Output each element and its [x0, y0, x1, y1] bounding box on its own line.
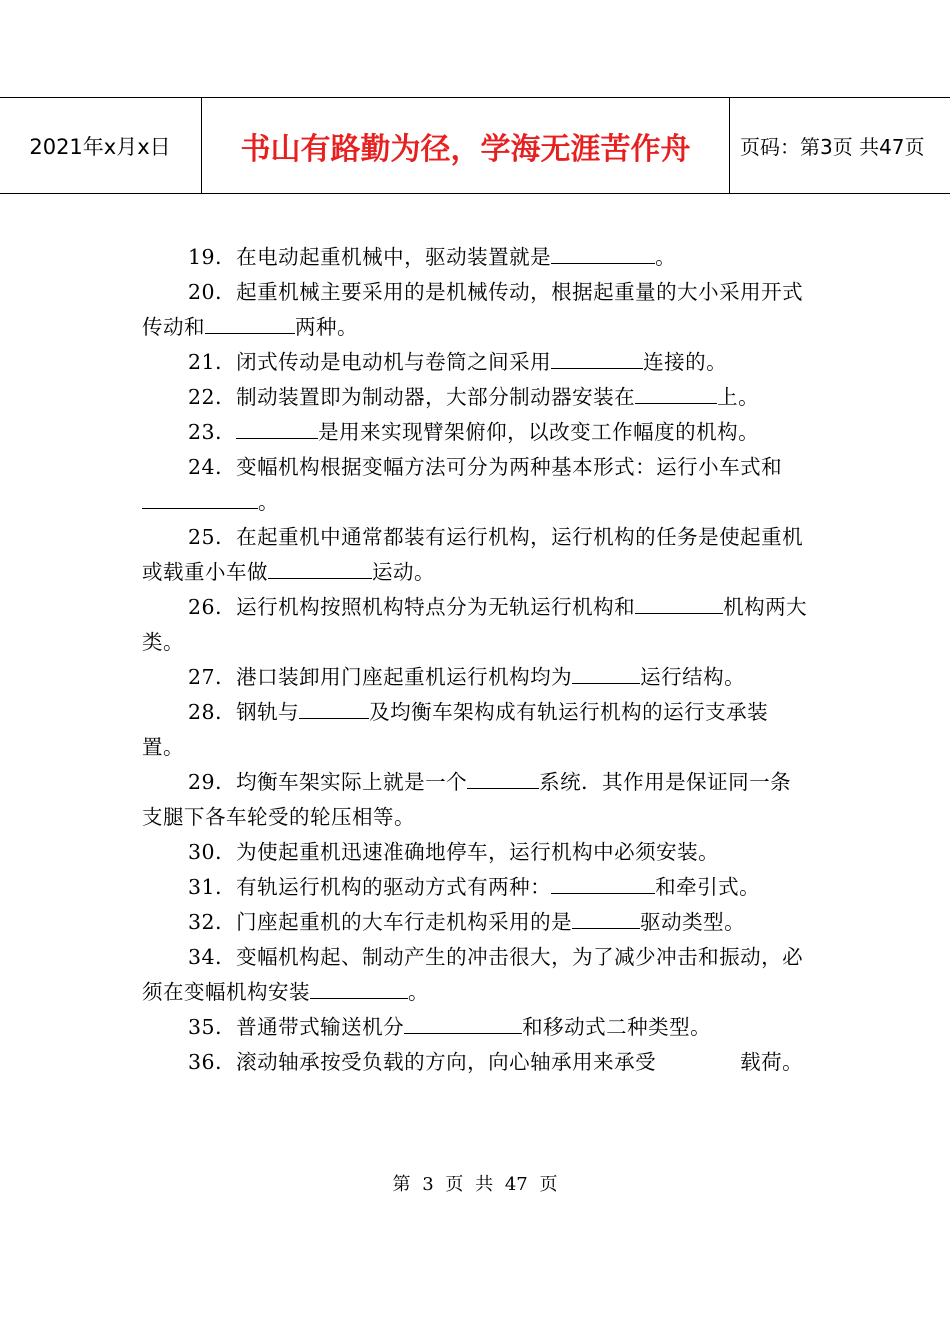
answer-blank: [551, 871, 655, 894]
question-text: 28．钢轨与: [188, 700, 300, 724]
question-text-after: 和牵引式。: [655, 875, 761, 899]
question-text: 26．运行机构按照机构特点分为无轨运行机构和: [188, 595, 636, 619]
page-header: [0, 97, 950, 194]
question-text: 31．有轨运行机构的驱动方式有两种：: [188, 875, 552, 899]
header-page-number: 页码：第3页 共47页: [740, 135, 925, 159]
question-text-after: 连接的。: [643, 350, 728, 374]
question-text-after: 运行结构。: [640, 665, 746, 689]
question-text: 25．在起重机中通常都装有运行机构，运行机构的任务是使起重机或载重小车做: [142, 525, 804, 584]
question-text-after: 。: [408, 980, 429, 1004]
question-item: [142, 1045, 810, 1080]
question-text-after: 和移动式二种类型。: [522, 1015, 712, 1039]
question-item: [142, 520, 810, 590]
question-item: [142, 765, 810, 835]
answer-blank: [310, 976, 408, 999]
question-text-after: 。: [655, 245, 677, 269]
question-item: [142, 380, 810, 415]
question-item: [142, 275, 810, 345]
question-text: 23．: [188, 420, 237, 444]
question-item: [142, 590, 810, 660]
answer-blank: [635, 381, 717, 404]
question-item: [142, 345, 810, 380]
answer-blank: [551, 346, 643, 369]
answer-blank: [572, 661, 640, 684]
question-text: 32．门座起重机的大车行走机构采用的是: [188, 910, 573, 934]
question-item: [142, 695, 810, 765]
question-text-after: 及均衡车架构成有轨运行机构的运行支承装置。: [142, 700, 769, 759]
question-item: [142, 450, 810, 520]
question-item: [142, 940, 810, 1010]
answer-blank: [299, 696, 369, 719]
question-text-after: 上。: [717, 385, 760, 409]
question-text: 34．变幅机构起、制动产生的冲击很大，为了减少冲击和振动，必须在变幅机构安装: [142, 945, 804, 1004]
page-footer: 第 3 页 共 47 页: [392, 1174, 558, 1195]
question-text: 20．起重机械主要采用的是机械传动，根据起重量的大小采用开式传动和: [142, 280, 804, 339]
question-item: [142, 835, 810, 870]
question-text: 27．港口装卸用门座起重机运行机构均为: [188, 665, 573, 689]
answer-blank: [467, 766, 539, 789]
answer-blank: [551, 241, 655, 264]
question-item: [142, 415, 810, 450]
answer-blank: [142, 486, 258, 509]
question-item: [142, 240, 810, 275]
question-text-after: 系统．其作用是保证同一条支腿下各车轮受的轮压相等。: [142, 770, 792, 829]
question-item: [142, 1010, 810, 1045]
header-date: 2021年x月x日: [29, 134, 171, 159]
question-text: 21．闭式传动是电动机与卷筒之间采用: [188, 350, 552, 374]
question-text-after: 驱动类型。: [640, 910, 746, 934]
question-text-after: 是用来实现臂架俯仰，以改变工作幅度的机构。: [318, 420, 760, 444]
question-text: 24．变幅机构根据变幅方法可分为两种基本形式：运行小车式和: [188, 455, 783, 479]
question-text: 36．滚动轴承按受负载的方向，向心轴承用来承受 载荷。: [188, 1050, 804, 1074]
header-motto: 书山有路勤为径，学海无涯苦作舟: [201, 98, 730, 193]
question-text: 35．普通带式输送机分: [188, 1015, 405, 1039]
answer-blank: [268, 556, 372, 579]
question-text-after: 运动。: [372, 560, 435, 584]
question-text: 29．均衡车架实际上就是一个: [188, 770, 468, 794]
answer-blank: [572, 906, 640, 929]
question-item: [142, 905, 810, 940]
question-item: [142, 660, 810, 695]
question-text: 30．为使起重机迅速准确地停车，运行机构中必须安装。: [188, 840, 720, 864]
question-text: 22．制动装置即为制动器，大部分制动器安装在: [188, 385, 636, 409]
question-text: 19．在电动起重机械中，驱动装置就是: [188, 245, 552, 269]
answer-blank: [236, 416, 318, 439]
question-list: [142, 240, 810, 1080]
answer-blank: [404, 1011, 522, 1034]
answer-blank: [635, 591, 723, 614]
question-text-after: 。: [258, 490, 279, 514]
question-text-after: 机构两大类。: [142, 595, 808, 654]
question-text-after: 两种。: [295, 315, 358, 339]
answer-blank: [205, 311, 295, 334]
question-item: [142, 870, 810, 905]
